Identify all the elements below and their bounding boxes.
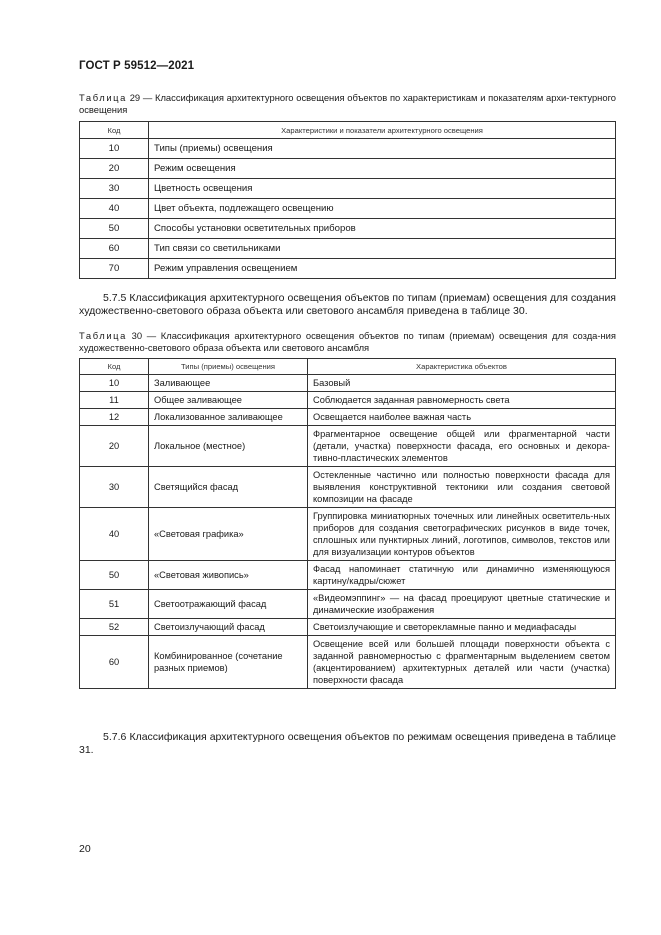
code-cell: 12 bbox=[80, 409, 149, 426]
type-cell: «Световая графика» bbox=[149, 508, 308, 561]
code-cell: 70 bbox=[80, 259, 149, 279]
type-cell: Комбинированное (сочетание разных приемов) bbox=[149, 636, 308, 689]
description-cell: Светоизлучающие и светорекламные панно и медиафасады bbox=[308, 619, 616, 636]
type-cell: Общее заливающее bbox=[149, 392, 308, 409]
description-cell: Соблюдается заданная равномерность света bbox=[308, 392, 616, 409]
description-cell: Освещение всей или большей площади поверхности объекта с заданной равномерностью с фрагментарным выделением светом (акцентированием) архитектурных деталей или части (участка) поверхности фасада bbox=[308, 636, 616, 689]
description-cell: Фасад напоминает статичную или динамично изменяющуюся картину/кадры/сюжет bbox=[308, 561, 616, 590]
table-30 bbox=[79, 358, 616, 689]
document-header: ГОСТ Р 59512—2021 bbox=[79, 60, 195, 72]
caption-text: 29 — Классификация архитектурного освещения объектов по характеристикам и показателям архи-тектурного освещения bbox=[79, 92, 616, 115]
type-cell: Светоизлучающий фасад bbox=[149, 619, 308, 636]
table-row bbox=[80, 467, 616, 508]
table-row bbox=[80, 179, 616, 199]
column-header-code: Код bbox=[80, 122, 149, 139]
column-header-types: Типы (приемы) освещения bbox=[149, 359, 308, 375]
code-cell: 20 bbox=[80, 426, 149, 467]
table-row bbox=[80, 199, 616, 219]
table-row bbox=[80, 590, 616, 619]
table-row bbox=[80, 409, 616, 426]
code-cell: 50 bbox=[80, 219, 149, 239]
code-cell: 11 bbox=[80, 392, 149, 409]
name-cell: Режим управления освещением bbox=[149, 259, 616, 279]
table-row bbox=[80, 636, 616, 689]
paragraph-text: 5.7.6 Классификация архитектурного освещения объектов по режимам освещения приведена в таблице 31. bbox=[79, 731, 616, 756]
table-row bbox=[80, 259, 616, 279]
type-cell: Локальное (местное) bbox=[149, 426, 308, 467]
column-header-code: Код bbox=[80, 359, 149, 375]
code-cell: 30 bbox=[80, 467, 149, 508]
column-header-characteristics: Характеристики и показатели архитектурного освещения bbox=[149, 122, 616, 139]
description-cell: «Видеомэппинг» — на фасад проецируют цветные статические и динамические изображения bbox=[308, 590, 616, 619]
table-row bbox=[80, 219, 616, 239]
table-header-row bbox=[80, 359, 616, 375]
table-29 bbox=[79, 121, 616, 279]
code-cell: 51 bbox=[80, 590, 149, 619]
description-cell: Освещается наиболее важная часть bbox=[308, 409, 616, 426]
code-cell: 30 bbox=[80, 179, 149, 199]
type-cell: Заливающее bbox=[149, 375, 308, 392]
code-cell: 10 bbox=[80, 375, 149, 392]
type-cell: Светоотражающий фасад bbox=[149, 590, 308, 619]
description-cell: Фрагментарное освещение общей или фрагментарной части (детали, участка) поверхности фасада, его основных и декора-тивно-пластических элементов bbox=[308, 426, 616, 467]
description-cell: Остекленные частично или полностью поверхности фасада для выявления конструктивной тектоники или создания световой композиции на фасаде bbox=[308, 467, 616, 508]
paragraph-5-7-5 bbox=[79, 292, 616, 318]
caption-text: 30 — Классификация архитектурного освещения объектов по типам (приемам) освещения для созда-ния художественно-светового образа объекта или светового ансамбля bbox=[79, 330, 616, 353]
paragraph-5-7-6 bbox=[79, 731, 616, 757]
code-cell: 50 bbox=[80, 561, 149, 590]
paragraph-text: 5.7.5 Классификация архитектурного освещения объектов по типам (приемам) освещения для создания художественно-светового образа объекта или светового ансамбля приведена в таблице 30. bbox=[79, 292, 616, 317]
code-cell: 60 bbox=[80, 239, 149, 259]
code-cell: 20 bbox=[80, 159, 149, 179]
table-row bbox=[80, 619, 616, 636]
description-cell: Группировка миниатюрных точечных или линейных осветитель-ных приборов для создания светографических рисунков в виде точек, сплошных или пунктирных линий, логотипов, символов, текстов или для визуализации контуров объектов bbox=[308, 508, 616, 561]
table-row bbox=[80, 239, 616, 259]
table-row bbox=[80, 508, 616, 561]
type-cell: Светящийся фасад bbox=[149, 467, 308, 508]
name-cell: Тип связи со светильниками bbox=[149, 239, 616, 259]
type-cell: Локализованное заливающее bbox=[149, 409, 308, 426]
type-cell: «Световая живопись» bbox=[149, 561, 308, 590]
name-cell: Типы (приемы) освещения bbox=[149, 139, 616, 159]
code-cell: 10 bbox=[80, 139, 149, 159]
name-cell: Режим освещения bbox=[149, 159, 616, 179]
code-cell: 40 bbox=[80, 199, 149, 219]
table-30-caption bbox=[79, 330, 616, 354]
code-cell: 40 bbox=[80, 508, 149, 561]
table-29-caption bbox=[79, 92, 616, 116]
code-cell: 52 bbox=[80, 619, 149, 636]
table-row bbox=[80, 159, 616, 179]
table-row bbox=[80, 426, 616, 467]
table-row bbox=[80, 392, 616, 409]
name-cell: Цвет объекта, подлежащего освещению bbox=[149, 199, 616, 219]
caption-prefix: Таблица bbox=[79, 92, 127, 103]
name-cell: Способы установки осветительных приборов bbox=[149, 219, 616, 239]
table-row bbox=[80, 561, 616, 590]
code-cell: 60 bbox=[80, 636, 149, 689]
page-number: 20 bbox=[79, 843, 91, 855]
caption-prefix: Таблица bbox=[79, 330, 127, 341]
table-row bbox=[80, 139, 616, 159]
table-header-row bbox=[80, 122, 616, 139]
name-cell: Цветность освещения bbox=[149, 179, 616, 199]
table-row bbox=[80, 375, 616, 392]
description-cell: Базовый bbox=[308, 375, 616, 392]
column-header-characteristics: Характеристика объектов bbox=[308, 359, 616, 375]
